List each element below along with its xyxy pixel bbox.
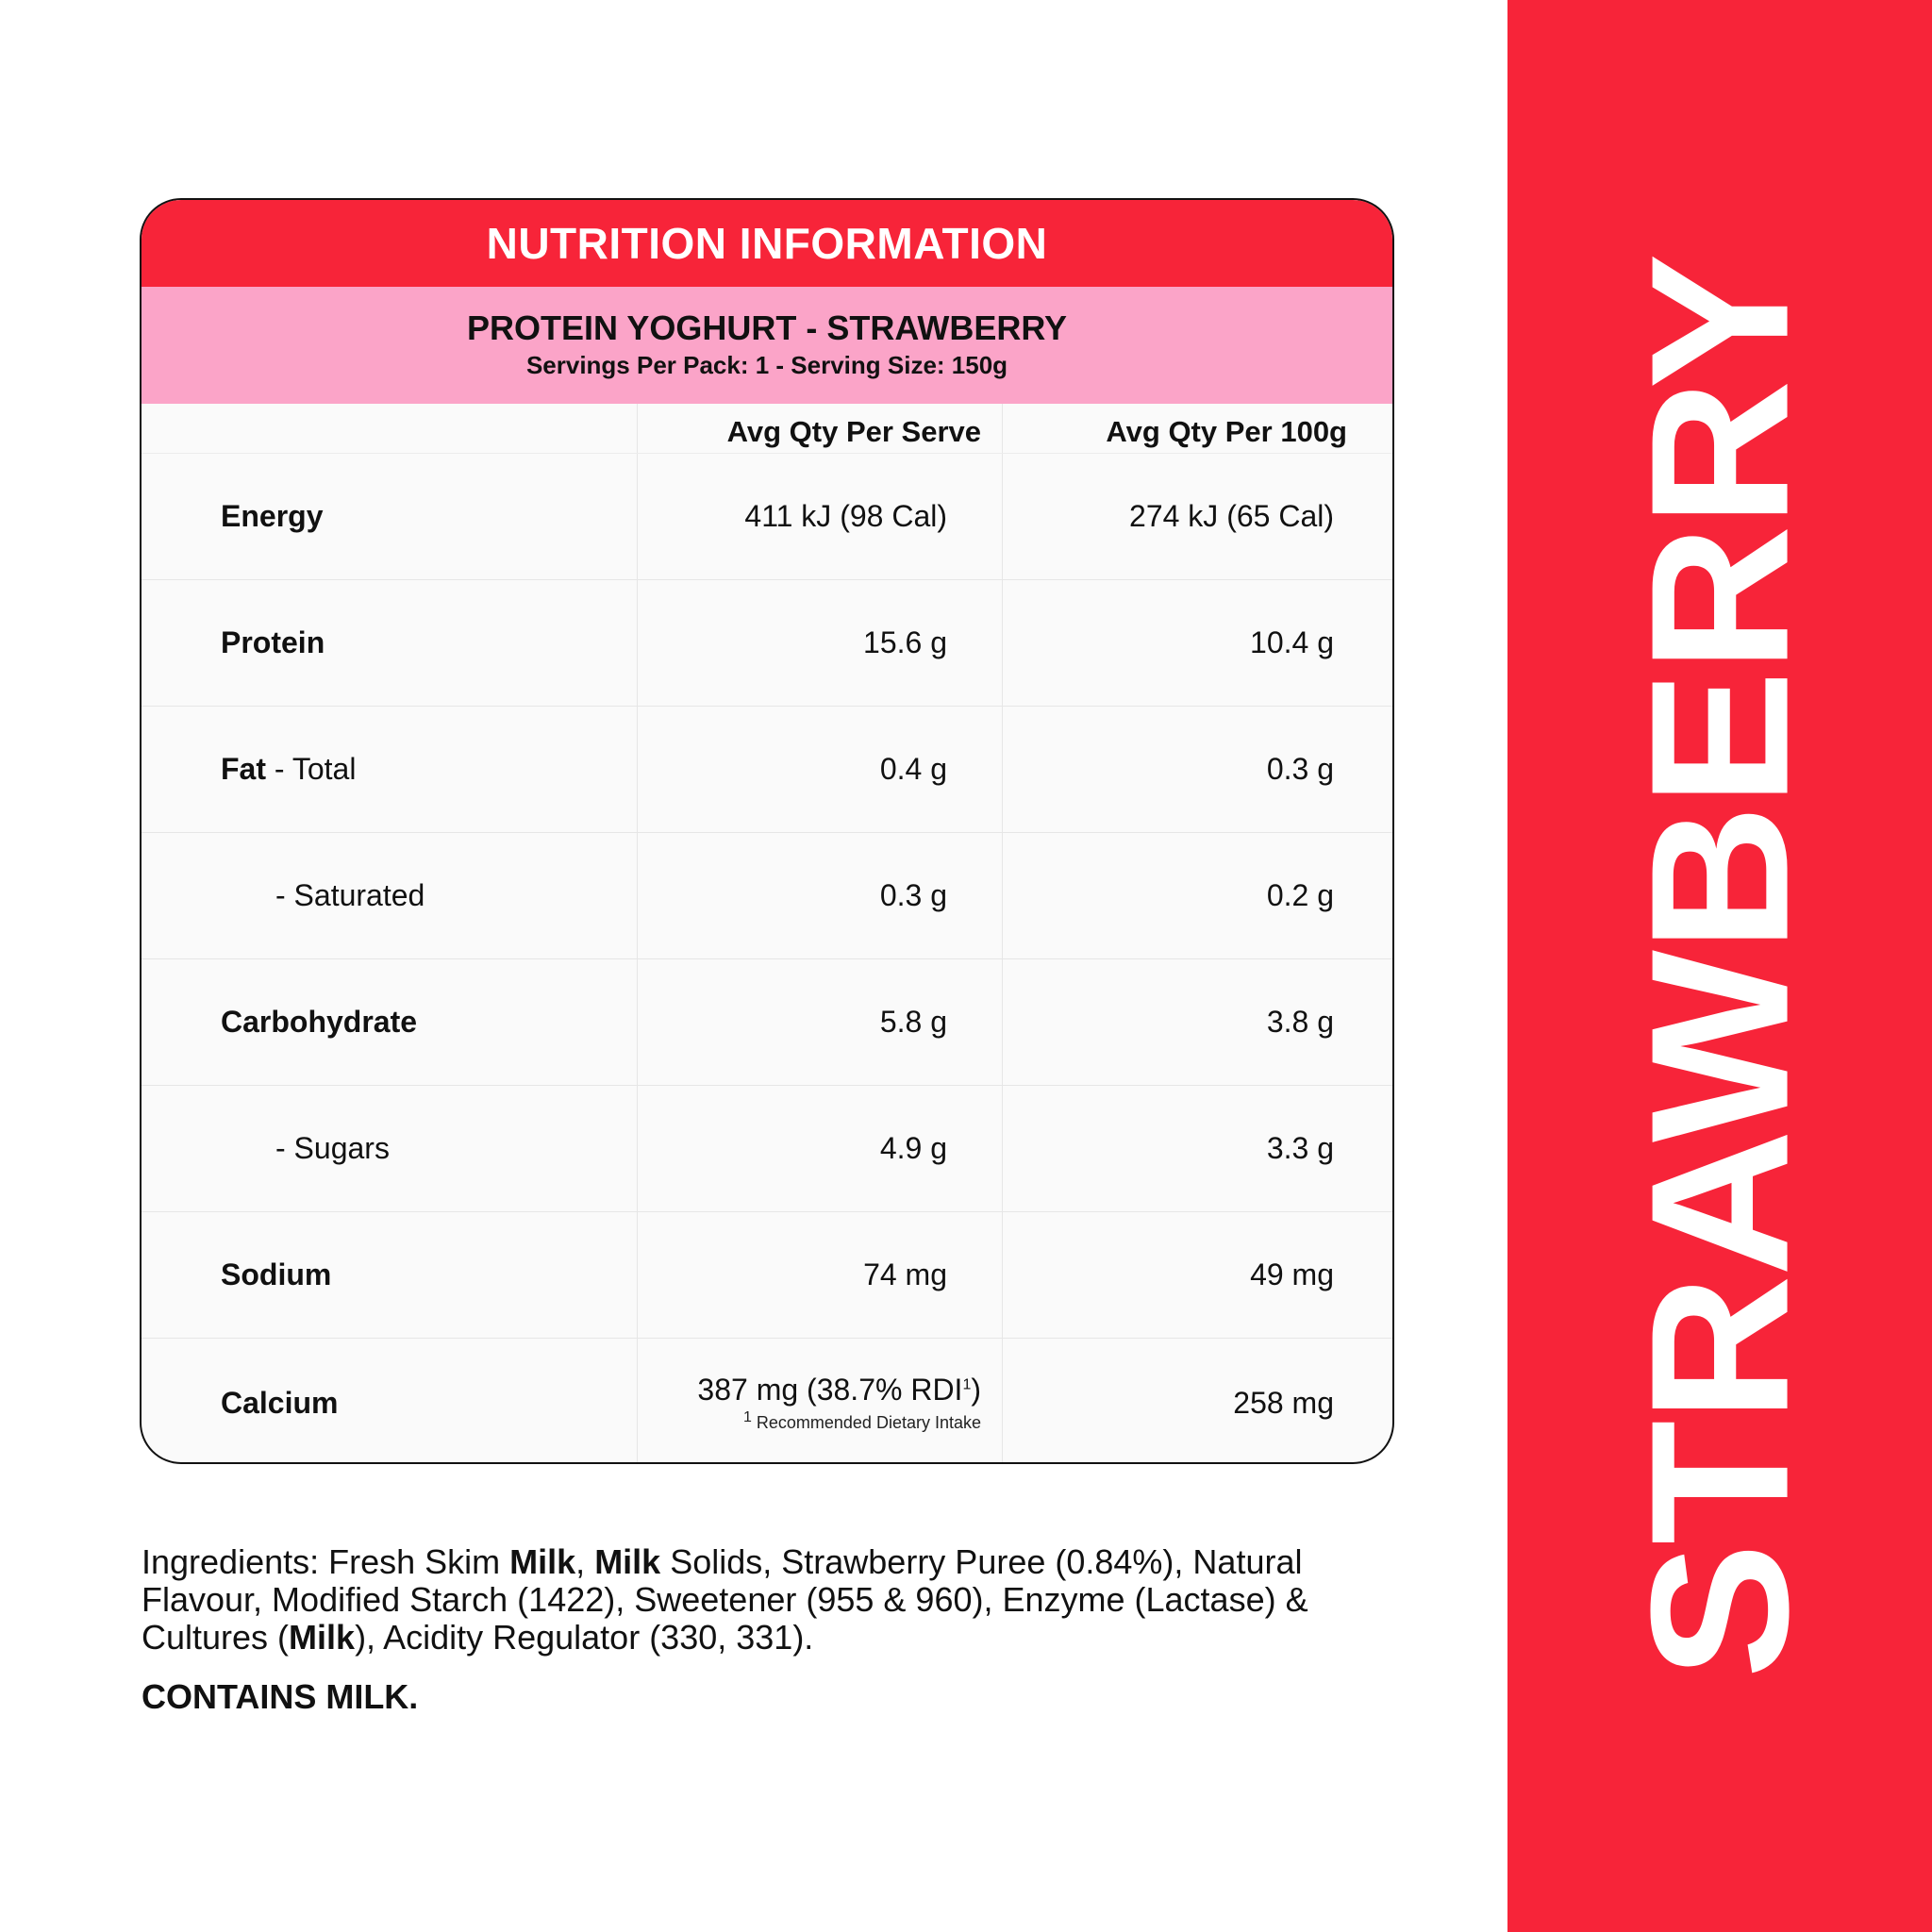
table-row-sugars — [142, 1086, 1392, 1212]
value-per-100g: 49 mg — [1250, 1257, 1334, 1291]
table-row-calcium — [142, 1339, 1392, 1464]
value-per-serve: 15.6 g — [863, 625, 947, 659]
nutrient-label: Calcium — [221, 1385, 339, 1420]
column-header-row — [142, 404, 1392, 454]
value-per-100g: 3.8 g — [1266, 1005, 1334, 1039]
ingredients-text: Ingredients: Fresh Skim Milk, Milk Solids, Strawberry Puree (0.84%), Natural Flavour, Modified Starch (1422), Sweetener (955 & 960), Enzyme (Lactase) & Cultures (Milk), Acidity Regulator (330, 331). — [142, 1542, 1318, 1657]
value-per-serve: 74 mg — [863, 1257, 947, 1291]
value-per-serve: 4.9 g — [879, 1131, 947, 1165]
value-per-100g: 0.2 g — [1266, 878, 1334, 912]
value-per-100g: 0.3 g — [1266, 752, 1334, 786]
allergen-statement: CONTAINS MILK. — [142, 1677, 419, 1716]
nutrient-label: Protein — [221, 625, 325, 659]
column-header-per-serve: Avg Qty Per Serve — [638, 404, 1003, 453]
value-per-serve: 387 mg (38.7% RDI$^1$) — [697, 1373, 981, 1407]
nutrient-label-suffix: - Total — [266, 752, 357, 786]
nutrient-label: - Sugars — [275, 1131, 390, 1165]
value-per-serve: 0.4 g — [879, 752, 947, 786]
column-header-per-100g: Avg Qty Per 100g — [1106, 415, 1347, 448]
nutrient-label: - Saturated — [275, 878, 425, 912]
value-per-serve: 411 kJ (98 Cal) — [744, 499, 947, 533]
value-per-100g: 258 mg — [1233, 1385, 1334, 1420]
value-per-100g: 3.3 g — [1266, 1131, 1334, 1165]
table-row-energy — [142, 454, 1392, 580]
nutrient-label: Carbohydrate — [221, 1005, 418, 1039]
value-per-100g: 274 kJ (65 Cal) — [1129, 499, 1334, 533]
panel-title: NUTRITION INFORMATION — [142, 200, 1392, 287]
nutrient-label: Sodium — [221, 1257, 332, 1291]
serving-info: Servings Per Pack: 1 - Serving Size: 150g — [525, 351, 1008, 379]
rdi-footnote: $^1$ Recommended Dietary Intake — [742, 1409, 981, 1432]
table-row-protein — [142, 580, 1392, 707]
table-row-carbohydrate — [142, 959, 1392, 1086]
product-name: PROTEIN YOGHURT - STRAWBERRY — [466, 308, 1068, 347]
nutrient-label: Fat — [221, 752, 266, 786]
footnote-marker: 1 — [962, 1376, 972, 1393]
value-per-serve: 0.3 g — [879, 878, 947, 912]
table-row-saturated — [142, 833, 1392, 959]
product-band — [142, 287, 1392, 404]
nutrition-panel — [140, 198, 1394, 1464]
table-row-fat-total — [142, 707, 1392, 833]
nutrient-label: Energy — [221, 499, 324, 533]
side-flavour-label: STRAWBERRY — [1609, 255, 1829, 1679]
table-row-sodium — [142, 1212, 1392, 1339]
column-header-blank — [142, 404, 638, 453]
value-per-100g: 10.4 g — [1250, 625, 1334, 659]
value-per-serve: 5.8 g — [879, 1005, 947, 1039]
